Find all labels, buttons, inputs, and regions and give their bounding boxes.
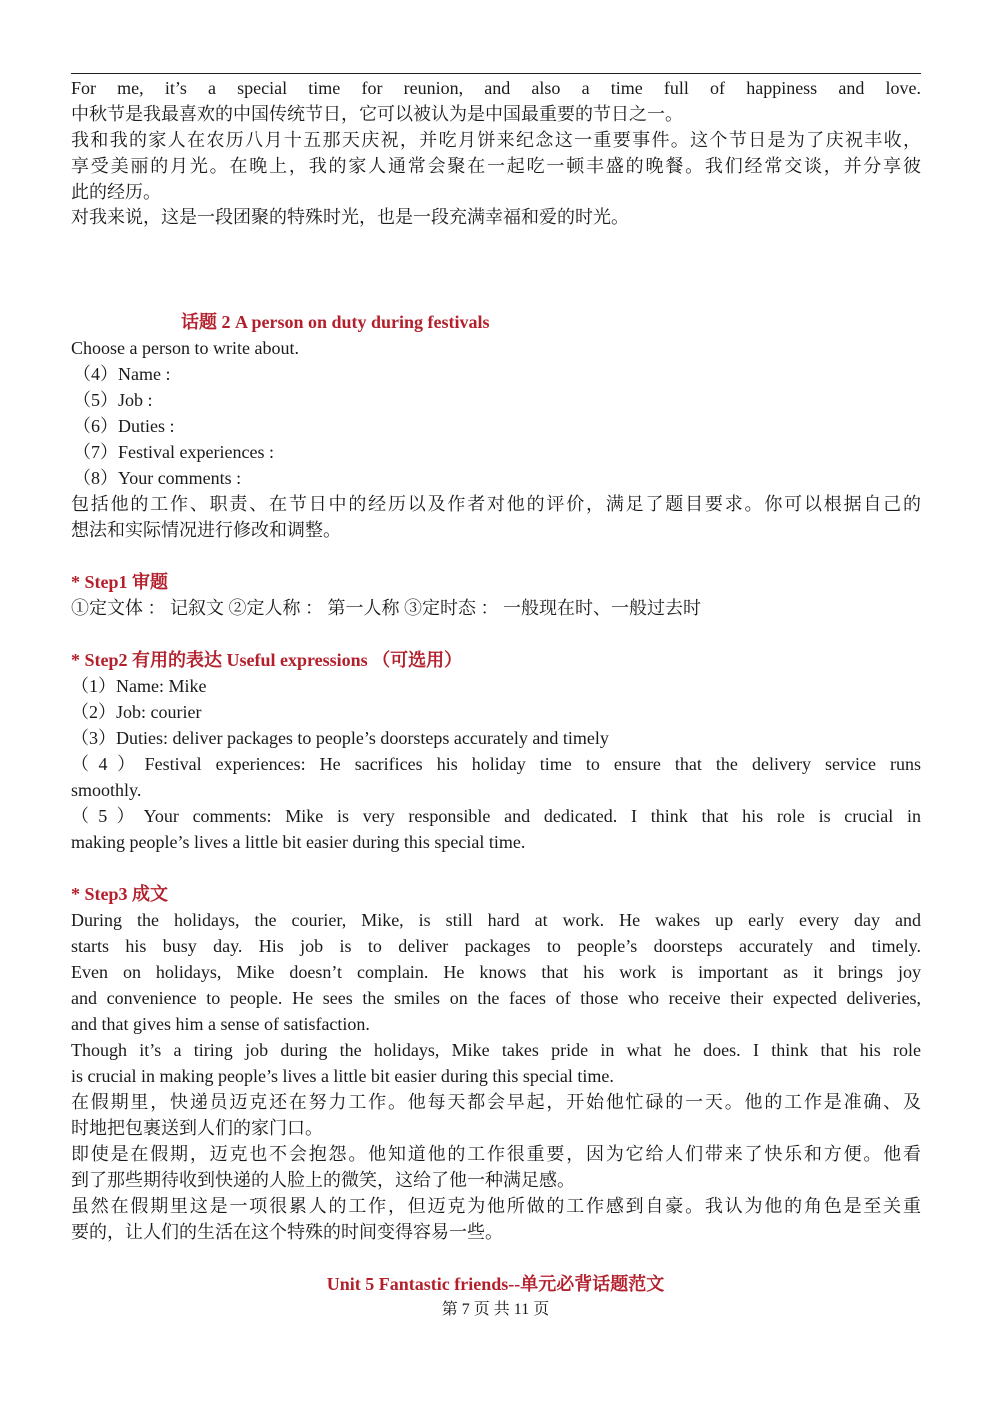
- expression-line: （2）Job: courier: [71, 702, 202, 722]
- expression-line: making people’s lives a little bit easier during this special time.: [71, 832, 526, 852]
- footer-title: Unit 5 Fantastic friends--单元必背话题范文: [326, 1274, 665, 1294]
- prompt-line: （8）Your comments :: [73, 468, 242, 488]
- essay-line: 即使是在假期，迈克也不会抱怨。他知道他的工作很重要，因为它给人们带来了快乐和方便。他看: [71, 1144, 921, 1164]
- paragraph-line: For me, it’s a special time for reunion, and also a time full of happiness and love.: [71, 78, 921, 98]
- essay-line: Though it’s a tiring job during the holidays, Mike takes pride in what he does. I think that his role: [71, 1040, 921, 1060]
- expression-line: smoothly.: [71, 780, 142, 800]
- essay-line: 在假期里，快递员迈克还在努力工作。他每天都会早起，开始他忙碌的一天。他的工作是准确、及: [71, 1092, 921, 1112]
- essay-line: is crucial in making people’s lives a little bit easier during this special time.: [71, 1066, 614, 1086]
- essay-line: and convenience to people. He sees the smiles on the faces of those who receive their expected deliveries,: [71, 988, 921, 1008]
- step1-heading: * Step1 审题: [71, 572, 169, 592]
- prompt-line: （7）Festival experiences :: [73, 442, 274, 462]
- step2-heading: * Step2 有用的表达 Useful expressions （可选用）: [71, 650, 463, 670]
- expression-line: （5）Your comments: Mike is very responsible and dedicated. I think that his role is crucial in: [71, 806, 921, 826]
- prompt-line: （5）Job :: [73, 390, 153, 410]
- essay-line: 时地把包裹送到人们的家门口。: [71, 1118, 323, 1138]
- paragraph-line: 此的经历。: [71, 182, 161, 202]
- step3-heading: * Step3 成文: [71, 884, 169, 904]
- prompt-line: Choose a person to write about.: [71, 338, 299, 358]
- paragraph-line: 对我来说，这是一段团聚的特殊时光，也是一段充满幸福和爱的时光。: [71, 207, 629, 227]
- essay-line: starts his busy day. His job is to deliver packages to people’s doorsteps accurately and timely.: [71, 936, 921, 956]
- essay-line: and that gives him a sense of satisfaction.: [71, 1014, 370, 1034]
- essay-line: 虽然在假期里这是一项很累人的工作，但迈克为他所做的工作感到自豪。我认为他的角色是至关重: [71, 1196, 921, 1216]
- expression-line: （4）Festival experiences: He sacrifices his holiday time to ensure that the delivery service runs: [71, 754, 921, 774]
- prompt-line: （4）Name :: [73, 364, 171, 384]
- essay-line: 到了那些期待收到快递的人脸上的微笑，这给了他一种满足感。: [71, 1170, 575, 1190]
- expression-line: （3）Duties: deliver packages to people’s doorsteps accurately and timely: [71, 728, 609, 748]
- expression-line: （1）Name: Mike: [71, 676, 207, 696]
- page-number: 第 7 页 共 11 页: [441, 1301, 550, 1318]
- paragraph-line: 中秋节是我最喜欢的中国传统节日，它可以被认为是中国最重要的节日之一。: [71, 104, 683, 124]
- essay-line: During the holidays, the courier, Mike, is still hard at work. He wakes up early every day and: [71, 910, 921, 930]
- paragraph-line: 享受美丽的月光。在晚上，我的家人通常会聚在一起吃一顿丰盛的晚餐。我们经常交谈，并分享彼: [71, 156, 921, 176]
- prompt-line: 想法和实际情况进行修改和调整。: [71, 520, 341, 540]
- step1-line: ①定文体 ： 记叙文 ②定人称 ： 第一人称 ③定时态 ： 一般现在时、一般过去时: [71, 598, 701, 618]
- essay-line: 要的，让人们的生活在这个特殊的时间变得容易一些。: [71, 1222, 503, 1242]
- topic-title: 话题 2 A person on duty during festivals: [181, 312, 490, 332]
- essay-line: Even on holidays, Mike doesn’t complain. He knows that his work is important as it brings joy: [71, 962, 921, 982]
- prompt-line: （6）Duties :: [73, 416, 175, 436]
- prompt-line: 包括他的工作、职责、在节日中的经历以及作者对他的评价，满足了题目要求。你可以根据自己的: [71, 494, 921, 514]
- header-rule: [71, 73, 921, 74]
- paragraph-line: 我和我的家人在农历八月十五那天庆祝，并吃月饼来纪念这一重要事件。这个节日是为了庆祝丰收，: [71, 130, 921, 150]
